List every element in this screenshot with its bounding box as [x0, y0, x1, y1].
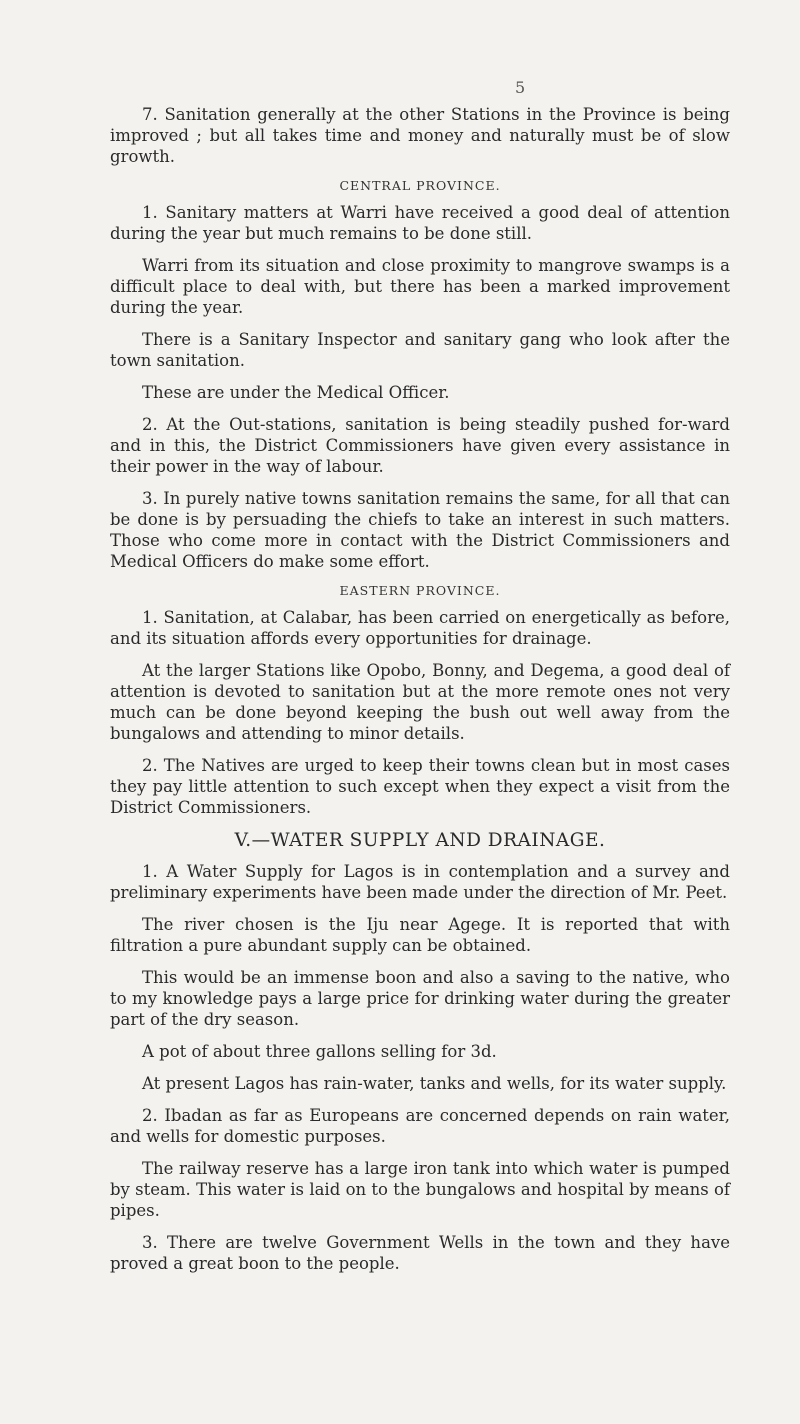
paragraph-water-boon: This would be an immense boon and also a saving to the native, who to my knowledge pays a large price for drinking water during the greater part of the dry season.: [110, 968, 730, 1029]
paragraph-water-1: 1. A Water Supply for Lagos is in contemplation and a survey and preliminary experiments have been made under the direction of Mr. Peet.: [110, 862, 730, 902]
paragraph-water-present: At present Lagos has rain-water, tanks and wells, for its water supply.: [142, 1074, 727, 1093]
paragraph-central-medical: These are under the Medical Officer.: [142, 383, 450, 402]
paragraph-water-railway: The railway reserve has a large iron tank into which water is pumped by steam. This water is laid on to the bungalows and hospital by means of pipes.: [110, 1159, 730, 1220]
paragraph-eastern-stations: At the larger Stations like Opobo, Bonny, and Degema, a good deal of attention is devoted to sanitation but at the more remote ones not very much can be done beyond keeping the bush out well away from the bungalows and attending to minor details.: [110, 661, 730, 743]
paragraph-central-warri: Warri from its situation and close proximity to mangrove swamps is a difficult place to deal with, but there has been a marked improvement during the year.: [110, 256, 730, 317]
paragraph-water-3: 3. There are twelve Government Wells in the town and they have proved a great boon to the people.: [110, 1233, 730, 1273]
body-text: [110, 104, 730, 1274]
heading-water-supply: V.—WATER SUPPLY AND DRAINAGE.: [234, 830, 606, 851]
heading-central-province: CENTRAL PROVINCE.: [339, 178, 501, 193]
paragraph-central-1: 1. Sanitary matters at Warri have received a good deal of attention during the year but much remains to be done still.: [110, 203, 730, 243]
paragraph-central-inspector: There is a Sanitary Inspector and sanitary gang who look after the town sanitation.: [110, 330, 730, 370]
paragraph-eastern-2: 2. The Natives are urged to keep their towns clean but in most cases they pay little attention to such except when they expect a visit from the District Commissioners.: [110, 756, 730, 817]
paragraph-central-2: 2. At the Out-stations, sanitation is being steadily pushed for-ward and in this, the District Commissioners have given every assistance in their power in the way of labour.: [110, 415, 730, 476]
paragraph-water-pot: A pot of about three gallons selling for 3d.: [142, 1042, 497, 1061]
heading-eastern-province: EASTERN PROVINCE.: [339, 583, 501, 598]
paragraph-water-river: The river chosen is the Iju near Agege. It is reported that with filtration a pure abundant supply can be obtained.: [110, 915, 730, 955]
paragraph-sanitation-7: 7. Sanitation generally at the other Stations in the Province is being improved ; but all takes time and money and naturally must be of slow growth.: [110, 105, 730, 166]
page-number: 5: [515, 78, 526, 97]
paragraph-central-3: 3. In purely native towns sanitation remains the same, for all that can be done is by persuading the chiefs to take an interest in such matters. Those who come more in contact with the District Commissioners and Medical Officers do make some effort.: [110, 489, 730, 571]
paragraph-water-2: 2. Ibadan as far as Europeans are concerned depends on rain water, and wells for domestic purposes.: [110, 1106, 730, 1146]
paragraph-eastern-1: 1. Sanitation, at Calabar, has been carried on energetically as before, and its situation affords every opportunities for drainage.: [110, 608, 730, 648]
